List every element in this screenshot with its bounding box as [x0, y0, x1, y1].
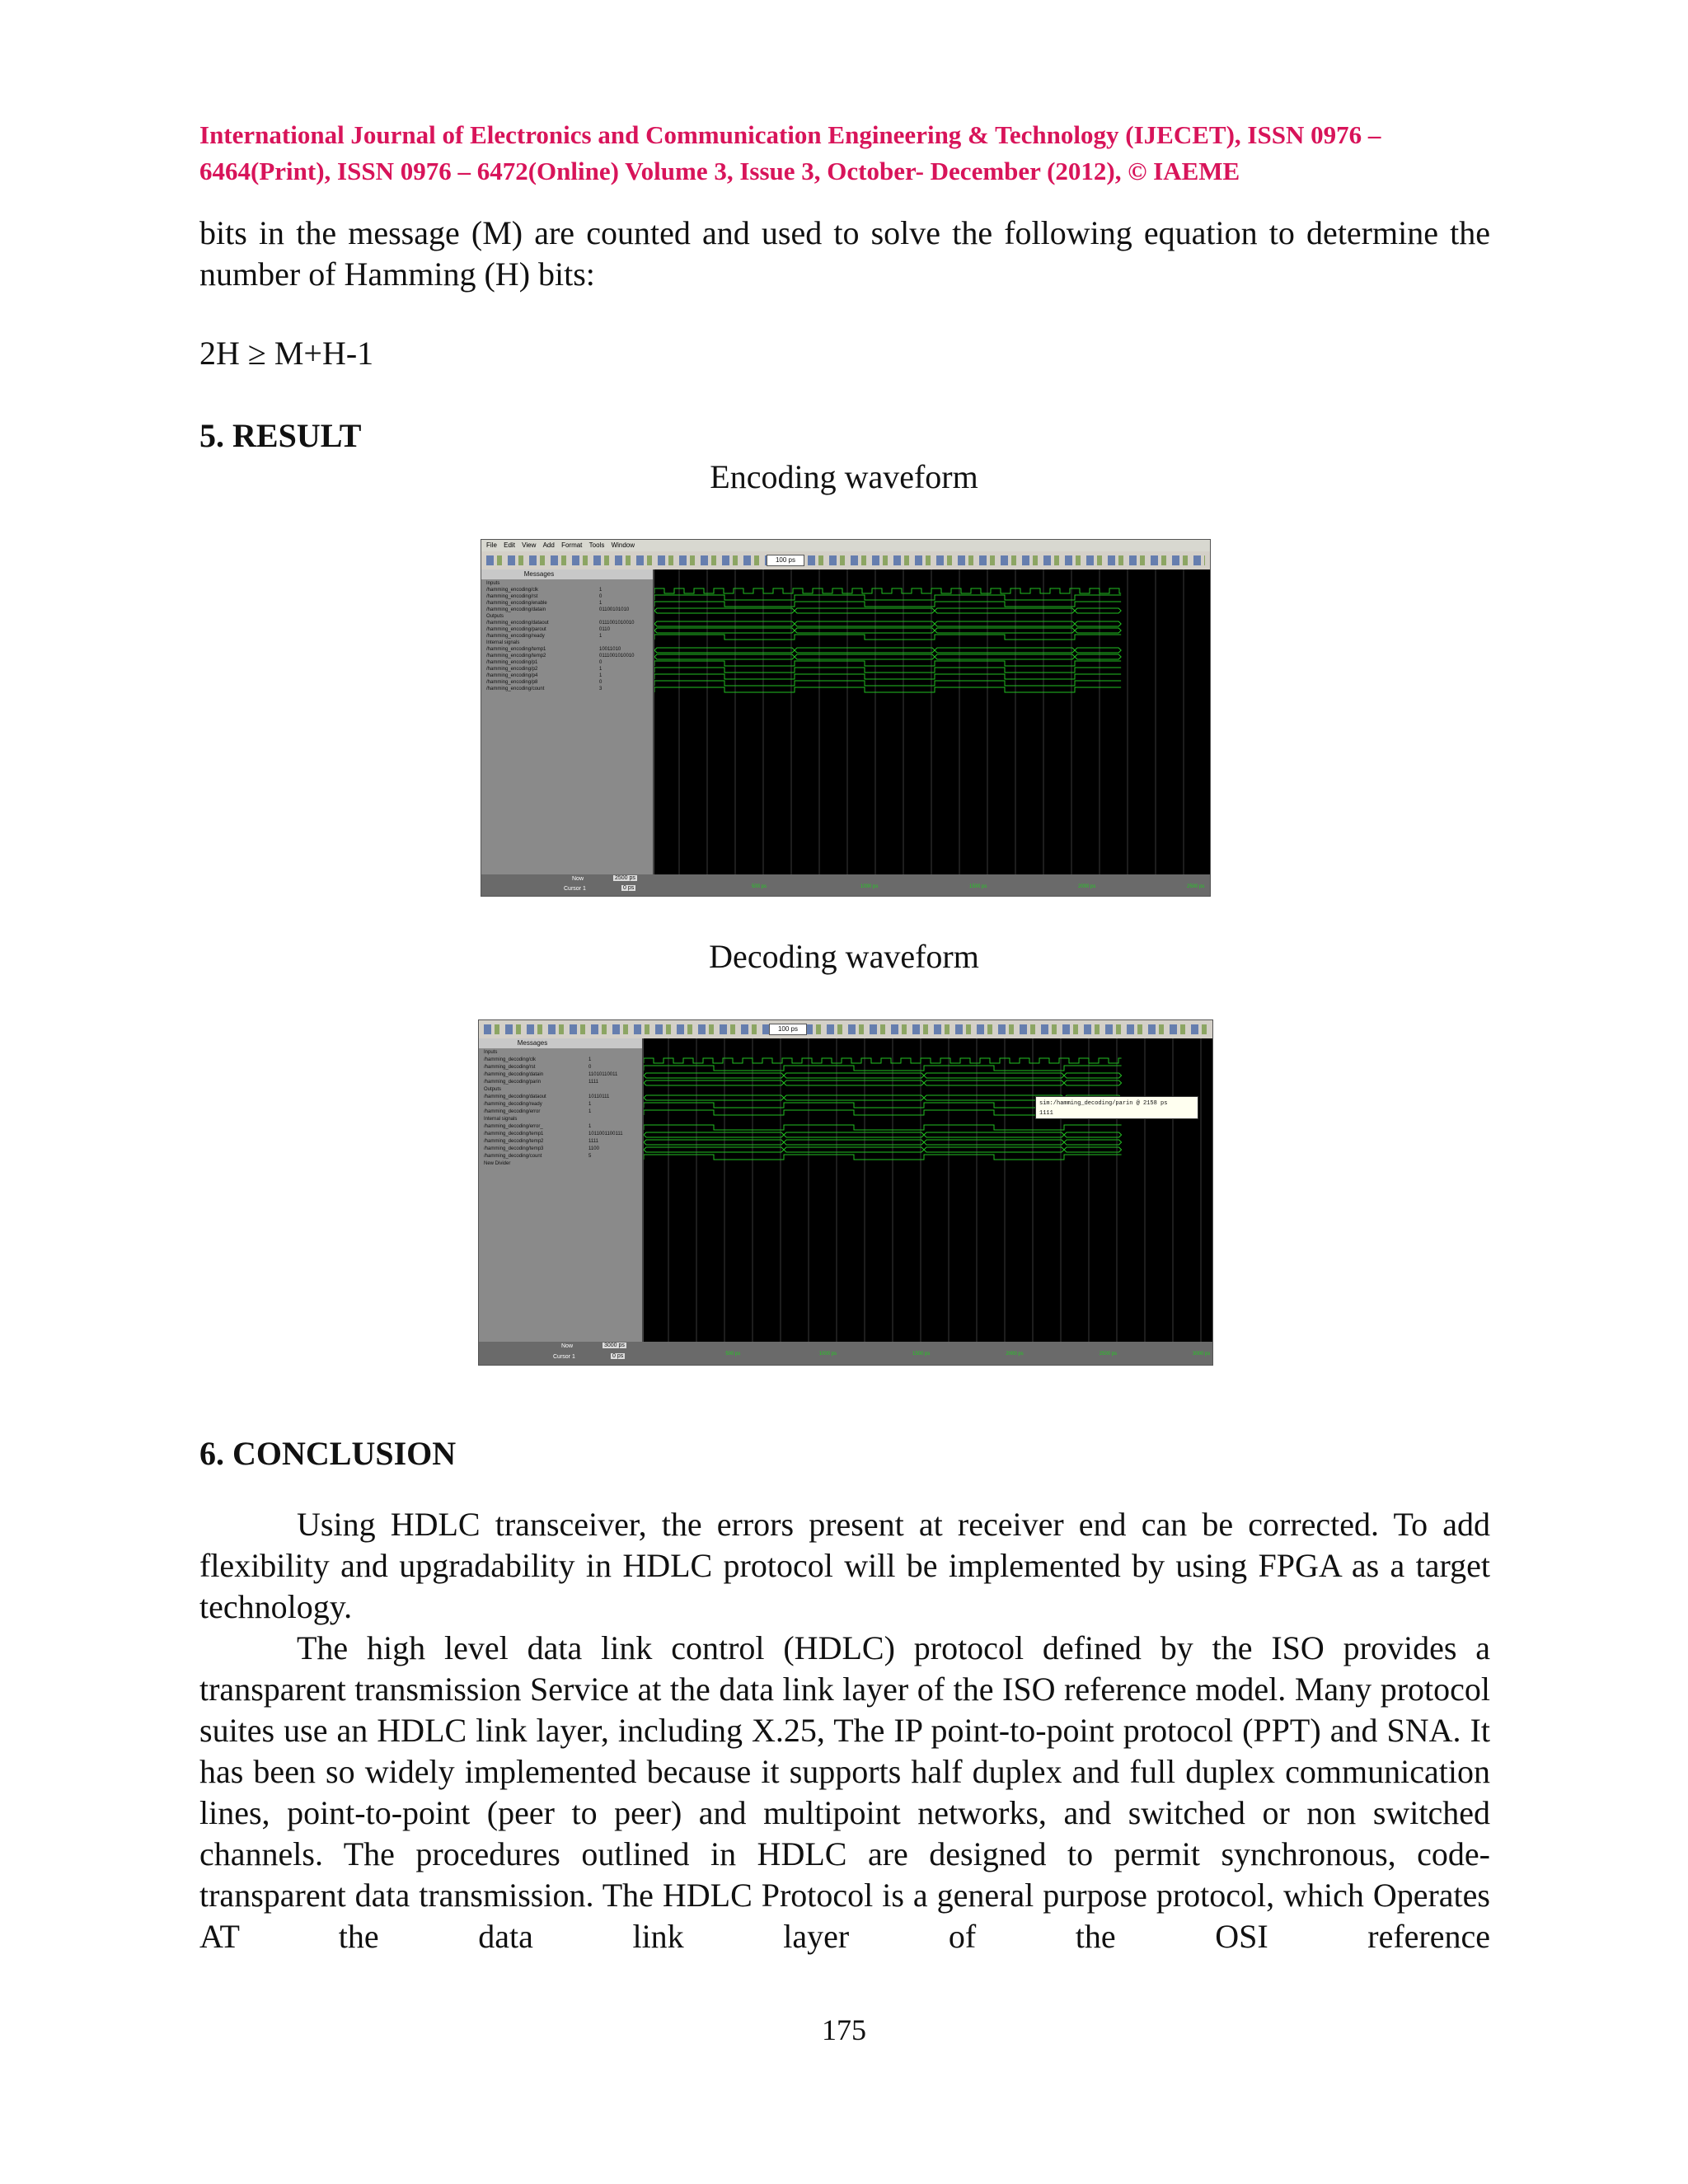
signal-name[interactable]: Internal signals	[486, 640, 520, 645]
page-number: 175	[822, 2013, 866, 2046]
signal-name[interactable]: /hamming_decoding/ready	[484, 1102, 542, 1107]
signal-value: 1011001100111	[588, 1132, 623, 1137]
cursor-label: Cursor 1	[564, 886, 586, 892]
signal-name[interactable]: /hamming_encoding/rst	[486, 594, 538, 599]
signal-value: 1	[599, 667, 603, 672]
conclusion-paragraph-1: Using HDLC transceiver, the errors present at receiver end can be corrected. To add flexibility and upgradability in HDLC protocol will be implemented by using FPGA as a target technology.	[199, 1506, 1490, 1625]
messages-header: Messages	[481, 569, 597, 579]
signal-name[interactable]: /hamming_decoding/temp2	[484, 1139, 544, 1144]
hamming-equation: 2H ≥ M+H-1	[199, 335, 374, 372]
signal-name[interactable]: /hamming_decoding/dataout	[484, 1094, 546, 1099]
signal-value: 1	[588, 1057, 592, 1062]
signal-tooltip	[1035, 1096, 1198, 1119]
zoom-field[interactable]: 100 ps	[769, 1024, 807, 1035]
signal-trace	[654, 674, 1121, 679]
signal-value: 1111	[588, 1139, 599, 1144]
signal-names-pane	[479, 1038, 587, 1342]
time-tick-label: 2000 ps	[1078, 884, 1096, 889]
signal-name[interactable]: Inputs	[486, 581, 500, 586]
signal-trace	[644, 1125, 1122, 1130]
toolbar-icons[interactable]	[486, 555, 1205, 565]
signal-name[interactable]: /hamming_decoding/rst	[484, 1065, 536, 1070]
signal-name[interactable]: /hamming_decoding/error_	[484, 1124, 543, 1129]
signal-name[interactable]: /hamming_decoding/clk	[484, 1057, 537, 1062]
signal-trace	[654, 654, 1121, 659]
signal-name[interactable]: /hamming_encoding/p8	[486, 680, 538, 685]
signal-values-pane	[586, 1038, 644, 1342]
toolbar	[481, 551, 1210, 570]
signal-name[interactable]: /hamming_encoding/parout	[486, 627, 546, 632]
signal-names-pane	[481, 569, 598, 874]
encoding-waveform-figure	[481, 539, 1211, 897]
signal-name[interactable]: /hamming_encoding/temp1	[486, 647, 546, 652]
status-bar	[479, 1342, 1212, 1365]
cursor-label: Cursor 1	[553, 1354, 575, 1360]
signal-name[interactable]: /hamming_encoding/clk	[486, 588, 539, 593]
signal-name[interactable]: Internal signals	[484, 1117, 518, 1122]
time-tick-label: 500 ps	[752, 884, 767, 889]
menu-view[interactable]: View	[522, 541, 537, 549]
values-header	[586, 1038, 642, 1048]
menu-bar	[481, 540, 1210, 551]
cursor-value: 0 ps	[623, 885, 635, 891]
time-tick-label: 1500 ps	[912, 1352, 931, 1357]
now-value: 2500 ps	[615, 875, 635, 881]
signal-value: 5	[588, 1154, 592, 1159]
journal-header-line2: 6464(Print), ISSN 0976 – 6472(Online) Volume 3, Issue 3, October- December (2012), © IAEME	[199, 157, 1240, 185]
signal-trace	[654, 628, 1121, 633]
signal-value: 1	[588, 1109, 592, 1114]
signal-value: 0110	[599, 627, 610, 632]
signal-name[interactable]: /hamming_decoding/parin	[484, 1080, 542, 1085]
signal-name[interactable]: /hamming_decoding/count	[484, 1154, 542, 1159]
signal-trace	[644, 1147, 1122, 1152]
menu-file[interactable]: File	[486, 541, 497, 549]
time-tick-label: 1000 ps	[818, 1352, 837, 1357]
waveform-traces	[654, 569, 1210, 874]
toolbar	[479, 1020, 1212, 1039]
signal-trace	[654, 668, 1121, 673]
signal-trace	[644, 1080, 1122, 1085]
time-tick-label: 2000 ps	[1006, 1352, 1024, 1357]
signal-trace	[654, 661, 1121, 666]
signal-trace	[654, 635, 1121, 640]
time-tick-label: 1500 ps	[969, 884, 987, 889]
journal-header	[199, 117, 1490, 190]
now-label: Now	[572, 876, 584, 882]
decoding-caption: Decoding waveform	[709, 938, 979, 975]
time-tick-label: 2500 ps	[1187, 884, 1205, 889]
signal-value: 1	[599, 601, 603, 606]
signal-value: 01100101010	[599, 607, 630, 612]
time-tick-label: 1000 ps	[860, 884, 879, 889]
signal-trace	[654, 681, 1121, 686]
signal-trace	[644, 1058, 1122, 1063]
zoom-field[interactable]: 100 ps	[767, 555, 804, 566]
signal-name[interactable]: /hamming_encoding/p4	[486, 673, 538, 678]
signal-value: 1	[599, 588, 603, 593]
signal-trace	[654, 648, 1121, 653]
signal-value: 1100	[588, 1146, 599, 1151]
time-tick-label: 2500 ps	[1099, 1352, 1118, 1357]
signal-name[interactable]: /hamming_decoding/datain	[484, 1072, 544, 1077]
signal-name[interactable]: /hamming_encoding/p1	[486, 660, 538, 665]
signal-name[interactable]: /hamming_decoding/error	[484, 1109, 541, 1114]
signal-name[interactable]: Inputs	[484, 1050, 498, 1055]
intro-paragraph: bits in the message (M) are counted and used to solve the following equation to determine the number of Hamming (H) bits:	[199, 214, 1490, 293]
signal-value: 1	[599, 673, 603, 678]
conclusion-paragraph-2: The high level data link control (HDLC) protocol defined by the ISO provides a transparent transmission Service at the data link layer of the ISO reference model. Many protocol suites use an HDLC link layer, including X.25, The IP point-to-point protocol (PPT) and SNA. It has been so widely implemented because it supports half duplex and full duplex communication lines, point-to-point (peer to peer) and multipoint networks, and switched or non switched channels. The procedures outlined in HDLC are designed to permit synchronous, code-transparent data transmission. The HDLC Protocol is a general purpose protocol, which Operates AT the data link layer of the OSI reference	[199, 1629, 1490, 1955]
signal-name[interactable]: Outputs	[484, 1087, 502, 1092]
signal-value: 1	[599, 634, 603, 639]
encoding-caption: Encoding waveform	[710, 458, 978, 495]
signal-value: 11010110011	[588, 1072, 618, 1077]
signal-values-pane	[597, 569, 654, 874]
waveform-pane[interactable]	[644, 1038, 1212, 1342]
signal-trace	[654, 621, 1121, 626]
signal-trace	[644, 1155, 1122, 1160]
status-bar	[481, 874, 1210, 896]
signal-value: 0	[599, 594, 603, 599]
signal-name[interactable]: /hamming_encoding/temp2	[486, 654, 546, 658]
section-5-heading: 5. RESULT	[199, 417, 362, 454]
now-label: Now	[561, 1343, 574, 1349]
signal-name[interactable]: /hamming_decoding/temp3	[484, 1146, 544, 1151]
waveform-pane[interactable]	[654, 569, 1210, 874]
signal-value: 0111001010010	[599, 621, 635, 626]
signal-trace	[654, 602, 1121, 607]
cursor-value: 0 ps	[612, 1353, 624, 1359]
signal-trace	[644, 1140, 1122, 1145]
journal-header-line1: International Journal of Electronics and Communication Engineering & Technology (IJECET), ISSN 0976 –	[199, 120, 1381, 149]
waveform-traces	[644, 1038, 1212, 1342]
signal-trace	[654, 608, 1121, 613]
signal-trace	[644, 1132, 1122, 1137]
decoding-waveform-figure	[478, 1019, 1213, 1366]
menu-tools[interactable]: Tools	[588, 541, 605, 549]
signal-trace	[654, 595, 1121, 600]
tooltip-line1: sim:/hamming_decoding/parin @ 2158 ps	[1039, 1100, 1168, 1107]
signal-name[interactable]: New Divider	[484, 1161, 511, 1166]
menu-edit[interactable]: Edit	[504, 541, 515, 549]
signal-value: 0111001010010	[599, 654, 635, 658]
signal-value: 0	[599, 660, 603, 665]
signal-value: 0	[588, 1065, 592, 1070]
signal-name[interactable]: /hamming_decoding/temp1	[484, 1132, 544, 1137]
menu-format[interactable]: Format	[561, 541, 583, 549]
time-tick-label: 3000 ps	[1193, 1352, 1211, 1357]
signal-trace	[654, 588, 1121, 593]
now-value: 3000 ps	[604, 1343, 625, 1348]
signal-name[interactable]: Outputs	[486, 614, 504, 619]
menu-add[interactable]: Add	[542, 541, 555, 549]
signal-value: 1111	[588, 1080, 599, 1085]
signal-value: 3	[599, 687, 603, 691]
tooltip-line2: 1111	[1039, 1110, 1053, 1117]
signal-value: 1	[588, 1124, 592, 1129]
signal-name[interactable]: /hamming_encoding/enable	[486, 601, 547, 606]
signal-name[interactable]: /hamming_encoding/datain	[486, 607, 546, 612]
signal-value: 10110111	[588, 1094, 610, 1099]
signal-value: 0	[599, 680, 603, 685]
signal-name[interactable]: /hamming_encoding/dataout	[486, 621, 549, 626]
signal-trace	[644, 1066, 1122, 1071]
menu-window[interactable]: Window	[611, 541, 635, 549]
signal-name[interactable]: /hamming_encoding/p2	[486, 667, 538, 672]
signal-name[interactable]: /hamming_encoding/count	[486, 687, 545, 691]
toolbar-icons[interactable]	[484, 1024, 1207, 1034]
signal-value: 10011010	[599, 647, 621, 652]
signal-name[interactable]: /hamming_encoding/ready	[486, 634, 545, 639]
section-6-heading: 6. CONCLUSION	[199, 1435, 457, 1472]
signal-value: 1	[588, 1102, 592, 1107]
time-tick-label: 500 ps	[725, 1352, 741, 1357]
signal-trace	[644, 1073, 1122, 1078]
signal-trace	[654, 687, 1121, 692]
values-header	[597, 569, 653, 579]
messages-header: Messages	[479, 1038, 586, 1048]
